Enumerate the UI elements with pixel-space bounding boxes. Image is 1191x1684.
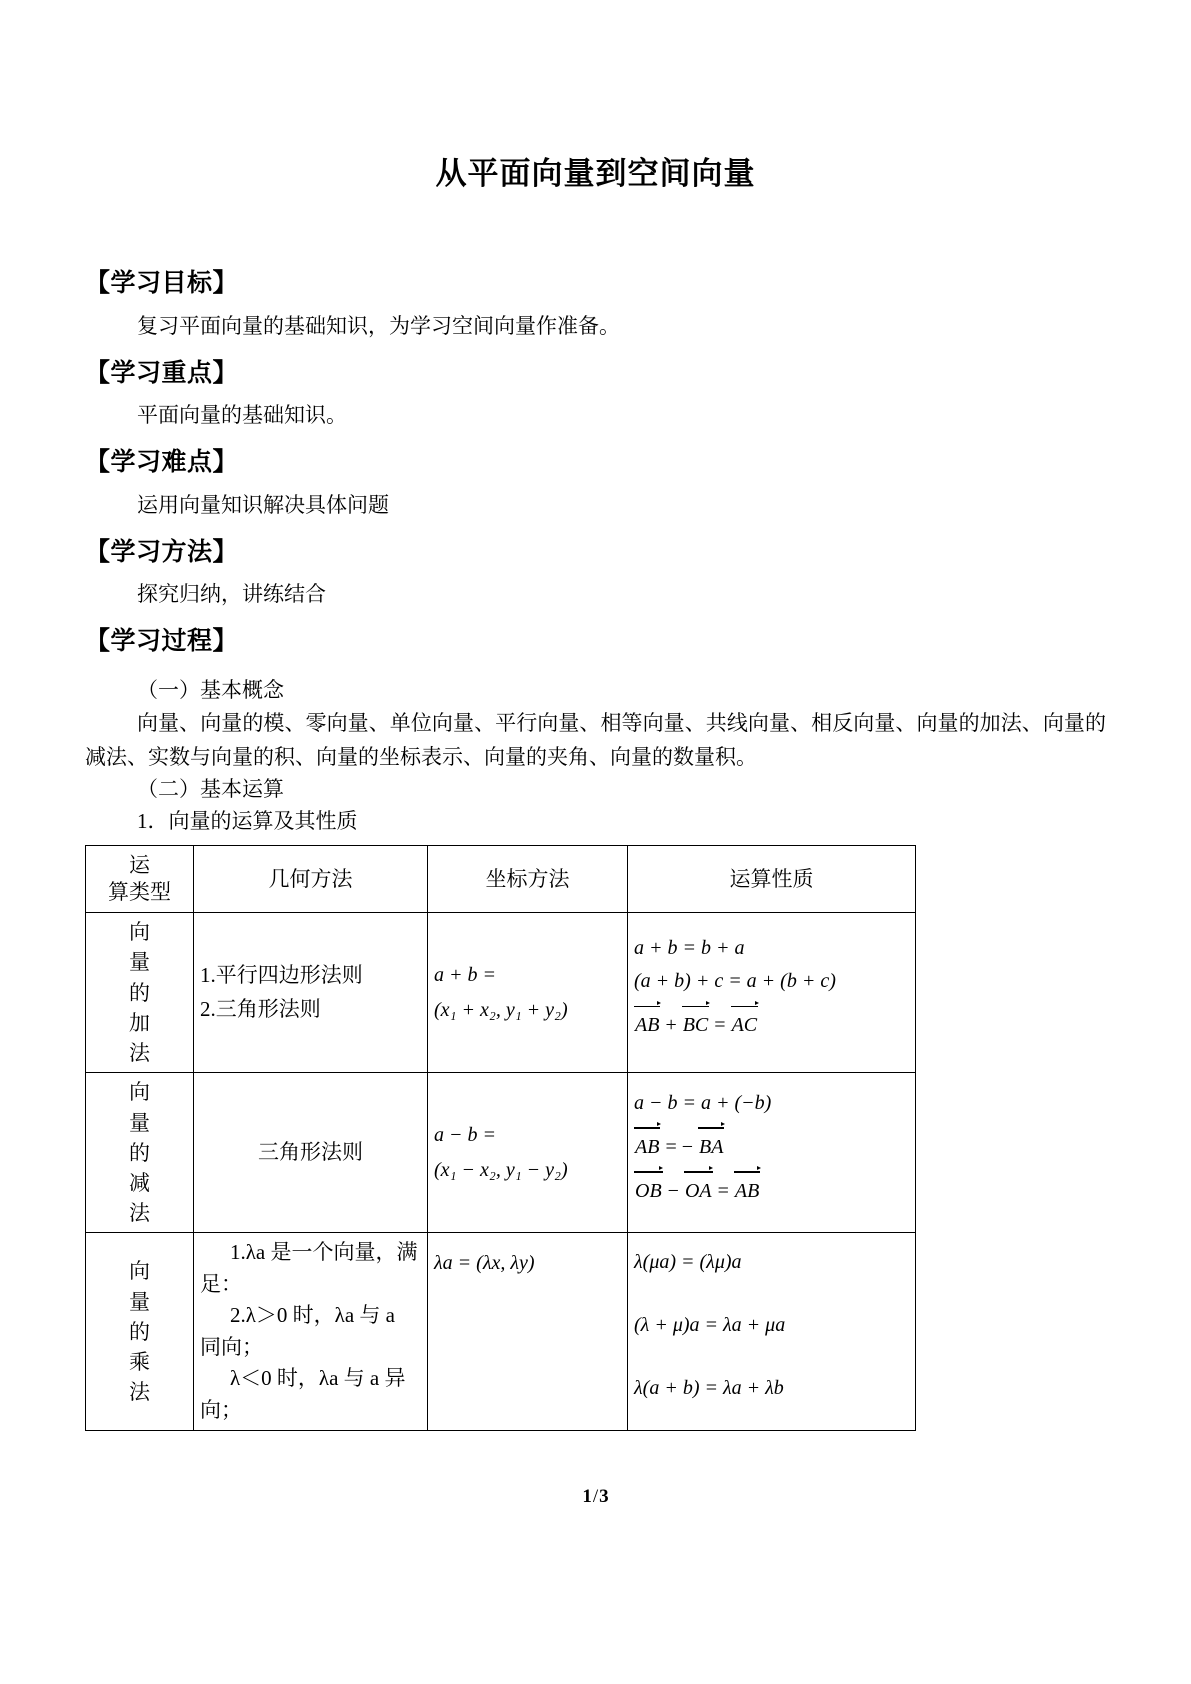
vector-arrow-ba: BA [698, 1132, 724, 1163]
section-heading-objective: 【学习目标】 [85, 269, 239, 297]
table-row [86, 1073, 916, 1233]
type-char: 向 [129, 1259, 150, 1284]
geometric-line: λ＜0 时，λa 与 a 异向； [200, 1366, 406, 1422]
page-title: 从平面向量到空间向量 [435, 156, 756, 191]
row-geometric-subtraction [194, 1073, 428, 1233]
column-header-operation-properties: 运算性质 [628, 846, 916, 913]
column-header-operation-type [86, 846, 194, 913]
geometric-line: 三角形法则 [258, 1140, 363, 1165]
property-line-vector: OB − OA = AB [634, 1176, 909, 1207]
type-char: 量 [129, 1289, 150, 1314]
type-char: 加 [129, 1010, 150, 1035]
vector-arrow-ob: OB [634, 1176, 663, 1207]
row-properties-subtraction [628, 1073, 916, 1233]
type-char: 减 [129, 1170, 150, 1195]
footer-current-page: 1 [582, 1486, 592, 1507]
property-line: a − b = a + (−b) [634, 1091, 772, 1114]
section-body-focus: 平面向量的基础知识。 [137, 403, 347, 428]
coordinate-line: a + b = [434, 964, 496, 987]
page-footer [0, 1486, 1191, 1508]
coordinate-line: a − b = [434, 1124, 496, 1147]
section-body-difficulty: 运用向量知识解决具体问题 [137, 492, 389, 517]
table-row [86, 1233, 916, 1431]
column-header-type-line2: 算类型 [108, 880, 171, 905]
vector-arrow-ab: AB [734, 1176, 760, 1207]
property-line: λ(a + b) = λa + λb [634, 1377, 784, 1400]
property-line: a + b = b + a [634, 937, 745, 960]
row-coordinate-addition [428, 913, 628, 1073]
process-gap [85, 661, 1106, 675]
geometric-line: 2.λ＞0 时，λa 与 a 同向； [200, 1303, 396, 1359]
property-line-vector: AB = − BA [634, 1132, 909, 1163]
vector-arrow-ab: AB [634, 1132, 660, 1163]
property-line-vector: AB + BC = AC [634, 1010, 909, 1041]
geometric-line: 2.三角形法则 [200, 996, 321, 1021]
section-heading-difficulty: 【学习难点】 [85, 448, 239, 477]
geometric-line: 1.λa 是一个向量，满足： [200, 1240, 418, 1296]
footer-separator: / [592, 1486, 599, 1507]
type-char: 乘 [129, 1350, 150, 1375]
column-header-geometric-method: 几何方法 [194, 846, 428, 913]
column-header-type-line1: 运 [129, 853, 150, 878]
row-properties-addition [628, 913, 916, 1073]
property-line: λ(μa) = (λμ)a [634, 1251, 742, 1274]
table-row [86, 913, 916, 1073]
type-char: 法 [129, 1041, 150, 1066]
row-properties-multiplication [628, 1233, 916, 1431]
type-char: 的 [129, 1319, 150, 1344]
type-char: 法 [129, 1380, 150, 1405]
process-concepts-text: 向量、向量的模、零向量、单位向量、平行向量、相等向量、共线向量、相反向量、向量的加法、向量的减法、实数与向量的积、向量的坐标表示、向量的夹角、向量的数量积。 [85, 711, 1106, 770]
coordinate-line: λa = (λx, λy) [434, 1252, 535, 1275]
vector-operations-table [85, 845, 916, 1431]
vector-arrow-oa: OA [684, 1176, 713, 1207]
vector-arrow-ab: AB [634, 1010, 660, 1041]
row-geometric-multiplication [194, 1233, 428, 1431]
vector-arrow-ac: AC [731, 1010, 759, 1041]
section-heading-focus: 【学习重点】 [85, 358, 239, 387]
type-char: 的 [129, 980, 150, 1005]
row-type-multiplication [86, 1233, 194, 1431]
process-table-caption: 1．向量的运算及其性质 [137, 808, 358, 833]
row-coordinate-multiplication [428, 1233, 628, 1431]
type-char: 向 [129, 1080, 150, 1105]
type-char: 量 [129, 1110, 150, 1135]
table-header-row [86, 846, 916, 913]
coordinate-line: (x₁ + x₂, y₁ + y₂) [434, 998, 568, 1021]
column-header-coordinate-method: 坐标方法 [428, 846, 628, 913]
row-type-subtraction [86, 1073, 194, 1233]
title-spacer [85, 193, 1106, 265]
vector-arrow-bc: BC [682, 1010, 710, 1041]
property-line: (λ + μ)a = λa + μa [634, 1314, 786, 1337]
coordinate-line: (x₁ − x₂, y₁ − y₂) [434, 1158, 568, 1181]
section-heading-method: 【学习方法】 [85, 537, 239, 566]
section-body-objective: 复习平面向量的基础知识，为学习空间向量作准备。 [137, 313, 620, 338]
type-char: 向 [129, 920, 150, 945]
type-char: 的 [129, 1140, 150, 1165]
property-line: (a + b) + c = a + (b + c) [634, 970, 836, 993]
footer-total-pages: 3 [599, 1486, 609, 1507]
geometric-line: 1.平行四边形法则 [200, 963, 363, 988]
section-body-method: 探究归纳，讲练结合 [137, 582, 326, 607]
process-part-one-label: （一）基本概念 [137, 677, 284, 702]
row-type-addition [86, 913, 194, 1073]
process-part-two-label: （二）基本运算 [137, 777, 284, 802]
type-char: 法 [129, 1201, 150, 1226]
row-geometric-addition [194, 913, 428, 1073]
section-heading-process: 【学习过程】 [85, 627, 239, 656]
row-coordinate-subtraction [428, 1073, 628, 1233]
type-char: 量 [129, 950, 150, 975]
